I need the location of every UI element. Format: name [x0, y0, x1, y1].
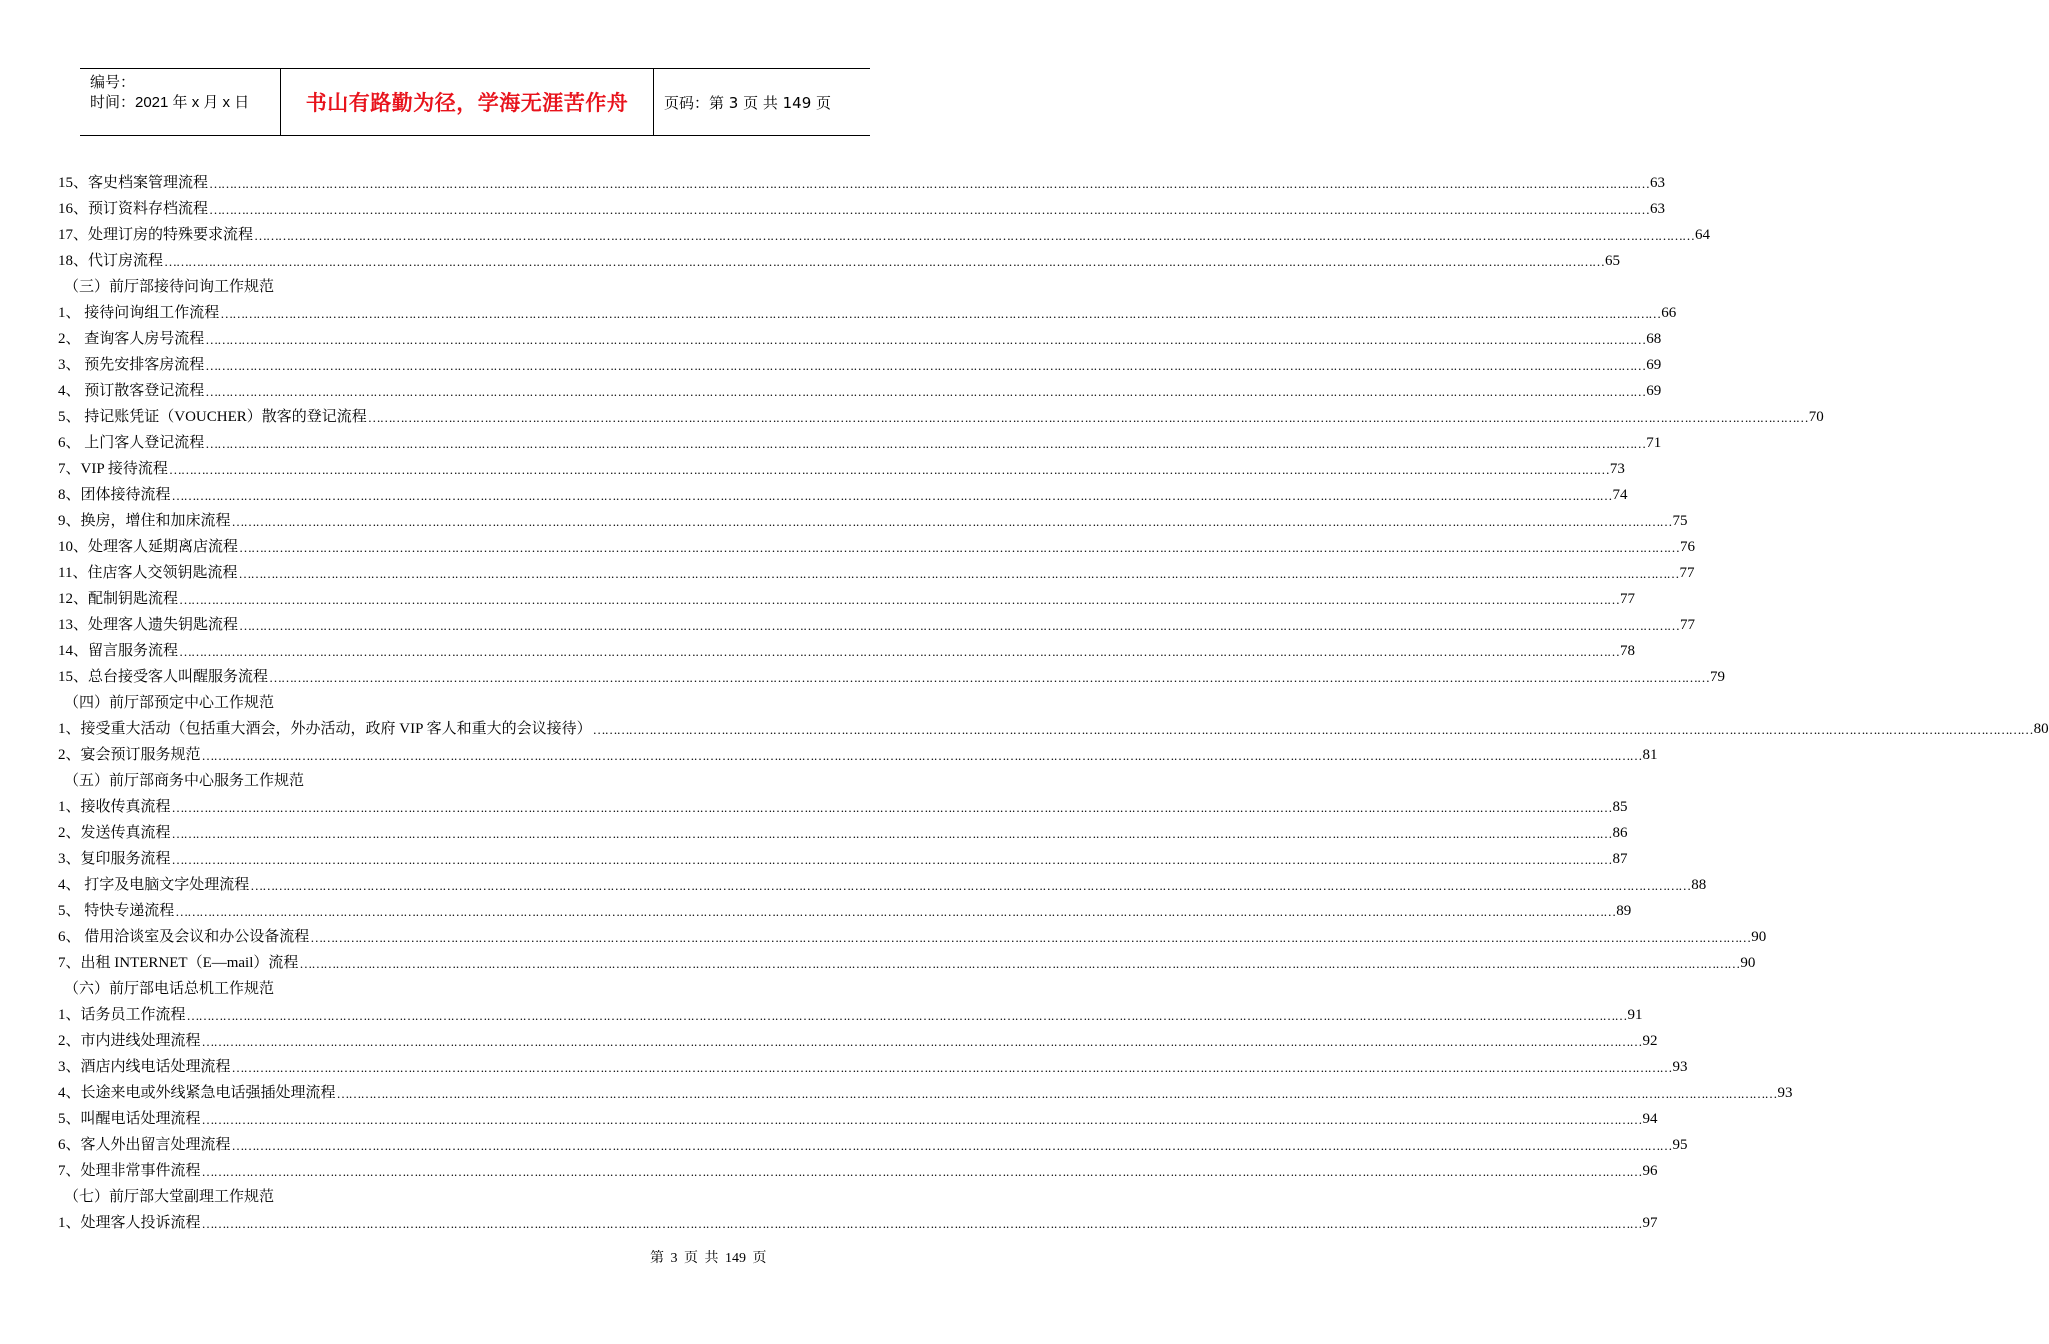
toc-leader-dots: ………………………………………………………………………………………………………………………………………………………………………………………………………………………………………………………………………………………………………………………………: [171, 488, 1612, 503]
toc-page-number: 69: [1646, 357, 1662, 373]
toc-section-heading: [58, 768, 758, 794]
toc-entry: [58, 716, 2049, 742]
toc-entry-title: 6、客人外出留言处理流程: [58, 1137, 231, 1153]
header-motto: 书山有路勤为径，学海无涯苦作舟: [280, 69, 654, 135]
toc-entry: [58, 612, 1696, 638]
toc-entry: [58, 352, 1662, 378]
toc-page-number: 80: [2033, 721, 2049, 737]
toc-entry-title: 17、处理订房的特殊要求流程: [58, 227, 254, 243]
toc-section-heading: [58, 1184, 758, 1210]
toc-entry-title: （五）前厅部商务中心服务工作规范: [64, 773, 305, 789]
toc-entry-title: （七）前厅部大堂副理工作规范: [64, 1189, 275, 1205]
toc-leader-dots: ………………………………………………………………………………………………………………………………………………………………………………………………………………………………………………………………………………………………………………………………: [186, 1008, 1627, 1023]
toc-entry: [58, 872, 1707, 898]
toc-leader-dots: ………………………………………………………………………………………………………………………………………………………………………………………………………………………………………………………………………………………………………………………………: [310, 930, 1751, 945]
toc-leader-dots: ………………………………………………………………………………………………………………………………………………………………………………………………………………………………………………………………………………………………………………………………: [179, 644, 1620, 659]
toc-entry: [58, 248, 1621, 274]
toc-entry: [58, 1132, 1688, 1158]
toc-entry-title: 1、处理客人投诉流程: [58, 1215, 201, 1231]
toc-leader-dots: ………………………………………………………………………………………………………………………………………………………………………………………………………………………………………………………………………………………………………………………………: [269, 670, 1710, 685]
toc-leader-dots: ………………………………………………………………………………………………………………………………………………………………………………………………………………………………………………………………………………………………………………………………: [238, 566, 1679, 581]
toc-page-number: 90: [1751, 929, 1767, 945]
toc-page-number: 66: [1661, 305, 1677, 321]
toc-entry-title: 1、 接待问询组工作流程: [58, 305, 220, 321]
toc-entry: [58, 820, 1628, 846]
toc-entry-title: 15、客史档案管理流程: [58, 175, 209, 191]
toc-entry-title: 2、市内进线处理流程: [58, 1033, 201, 1049]
toc-leader-dots: ………………………………………………………………………………………………………………………………………………………………………………………………………………………………………………………………………………………………………………………………: [201, 1034, 1642, 1049]
toc-leader-dots: ………………………………………………………………………………………………………………………………………………………………………………………………………………………………………………………………………………………………………………………………: [250, 878, 1691, 893]
toc-page-number: 93: [1672, 1059, 1688, 1075]
toc-leader-dots: ………………………………………………………………………………………………………………………………………………………………………………………………………………………………………………………………………………………………………………………………: [201, 748, 1642, 763]
toc-entry: [58, 1080, 1793, 1106]
toc-entry-title: （三）前厅部接待问询工作规范: [64, 279, 275, 295]
toc-entry-title: 5、 特快专递流程: [58, 903, 175, 919]
document-date: 时间：2021 年 x 月 x 日: [90, 94, 250, 111]
toc-entry-title: 12、配制钥匙流程: [58, 591, 179, 607]
header-meta: [80, 69, 280, 135]
toc-page-number: 79: [1710, 669, 1726, 685]
toc-entry-title: 9、换房，增住和加床流程: [58, 513, 231, 529]
toc-entry: [58, 1002, 1643, 1028]
toc-leader-dots: ………………………………………………………………………………………………………………………………………………………………………………………………………………………………………………………………………………………………………………………………: [231, 514, 1672, 529]
toc-section-heading: [58, 976, 758, 1002]
toc-entry: [58, 326, 1662, 352]
toc-entry-title: 10、处理客人延期离店流程: [58, 539, 239, 555]
toc-page-number: 73: [1609, 461, 1625, 477]
header-page-info: 页码：第 3 页 共 149 页: [664, 93, 832, 112]
table-of-contents: [58, 170, 2049, 1236]
toc-entry: [58, 300, 1677, 326]
toc-page-number: 68: [1646, 331, 1662, 347]
toc-entry-title: 16、预订资料存档流程: [58, 201, 209, 217]
toc-leader-dots: ………………………………………………………………………………………………………………………………………………………………………………………………………………………………………………………………………………………………………………………………: [171, 852, 1612, 867]
toc-entry: [58, 534, 1696, 560]
toc-page-number: 70: [1808, 409, 1824, 425]
toc-page-number: 85: [1612, 799, 1628, 815]
toc-entry-title: 3、酒店内线电话处理流程: [58, 1059, 231, 1075]
toc-entry-title: 18、代订房流程: [58, 253, 164, 269]
toc-entry: [58, 794, 1628, 820]
toc-leader-dots: ………………………………………………………………………………………………………………………………………………………………………………………………………………………………………………………………………………………………………………………………: [367, 410, 1808, 425]
toc-entry-title: 7、VIP 接待流程: [58, 461, 168, 477]
document-header: [80, 68, 870, 136]
toc-entry-title: 1、接受重大活动（包括重大酒会，外办活动，政府 VIP 客人和重大的会议接待）: [58, 721, 592, 737]
toc-page-number: 92: [1642, 1033, 1658, 1049]
toc-leader-dots: ………………………………………………………………………………………………………………………………………………………………………………………………………………………………………………………………………………………………………………………………: [201, 1112, 1642, 1127]
toc-entry: [58, 560, 1695, 586]
toc-entry: [58, 404, 1824, 430]
toc-entry-title: 8、团体接待流程: [58, 487, 171, 503]
toc-page-number: 91: [1627, 1007, 1643, 1023]
toc-page-number: 87: [1612, 851, 1628, 867]
toc-page-number: 93: [1777, 1085, 1793, 1101]
toc-leader-dots: ………………………………………………………………………………………………………………………………………………………………………………………………………………………………………………………………………………………………………………………………: [171, 826, 1612, 841]
toc-entry: [58, 664, 1726, 690]
toc-page-number: 69: [1646, 383, 1662, 399]
toc-section-heading: [58, 690, 758, 716]
toc-page-number: 77: [1680, 617, 1696, 633]
toc-page-number: 89: [1616, 903, 1632, 919]
toc-leader-dots: ………………………………………………………………………………………………………………………………………………………………………………………………………………………………………………………………………………………………………………………………: [209, 202, 1650, 217]
toc-entry-title: （六）前厅部电话总机工作规范: [64, 981, 275, 997]
toc-leader-dots: ………………………………………………………………………………………………………………………………………………………………………………………………………………………………………………………………………………………………………………………………: [171, 800, 1612, 815]
toc-entry-title: 5、叫醒电话处理流程: [58, 1111, 201, 1127]
toc-entry-title: 2、宴会预订服务规范: [58, 747, 201, 763]
toc-page-number: 76: [1680, 539, 1696, 555]
toc-entry: [58, 508, 1688, 534]
toc-entry: [58, 924, 1767, 950]
toc-page-number: 65: [1605, 253, 1621, 269]
toc-page-number: 86: [1612, 825, 1628, 841]
toc-entry: [58, 1028, 1658, 1054]
toc-leader-dots: ………………………………………………………………………………………………………………………………………………………………………………………………………………………………………………………………………………………………………………………………: [168, 462, 1609, 477]
toc-entry-title: 4、 打字及电脑文字处理流程: [58, 877, 250, 893]
toc-entry-title: 1、接收传真流程: [58, 799, 171, 815]
toc-entry-title: 15、总台接受客人叫醒服务流程: [58, 669, 269, 685]
toc-entry-title: 4、长途来电或外线紧急电话强插处理流程: [58, 1085, 336, 1101]
toc-entry: [58, 1158, 1658, 1184]
toc-leader-dots: ………………………………………………………………………………………………………………………………………………………………………………………………………………………………………………………………………………………………………………………………: [179, 592, 1620, 607]
toc-entry: [58, 638, 1636, 664]
toc-leader-dots: ………………………………………………………………………………………………………………………………………………………………………………………………………………………………………………………………………………………………………………………………: [254, 228, 1695, 243]
toc-entry: [58, 482, 1628, 508]
toc-leader-dots: ………………………………………………………………………………………………………………………………………………………………………………………………………………………………………………………………………………………………………………………………: [231, 1138, 1672, 1153]
toc-entry-title: 1、话务员工作流程: [58, 1007, 186, 1023]
toc-entry-title: 13、处理客人遗失钥匙流程: [58, 617, 239, 633]
toc-page-number: 96: [1642, 1163, 1658, 1179]
toc-entry-title: 7、处理非常事件流程: [58, 1163, 201, 1179]
toc-entry-title: 4、 预订散客登记流程: [58, 383, 205, 399]
toc-entry: [58, 846, 1628, 872]
toc-page-number: 78: [1620, 643, 1636, 659]
toc-section-heading: [58, 274, 758, 300]
toc-leader-dots: ………………………………………………………………………………………………………………………………………………………………………………………………………………………………………………………………………………………………………………………………: [201, 1216, 1642, 1231]
toc-leader-dots: ………………………………………………………………………………………………………………………………………………………………………………………………………………………………………………………………………………………………………………………………: [205, 332, 1646, 347]
toc-page-number: 74: [1612, 487, 1628, 503]
toc-page-number: 77: [1620, 591, 1636, 607]
toc-entry-title: 6、 借用洽谈室及会议和办公设备流程: [58, 929, 310, 945]
toc-entry: [58, 1106, 1658, 1132]
toc-entry: [58, 950, 1756, 976]
toc-entry: [58, 898, 1632, 924]
toc-entry: [58, 586, 1636, 612]
toc-leader-dots: ………………………………………………………………………………………………………………………………………………………………………………………………………………………………………………………………………………………………………………………………: [239, 618, 1680, 633]
toc-page-number: 63: [1650, 201, 1666, 217]
toc-page-number: 75: [1672, 513, 1688, 529]
toc-entry-title: 7、出租 INTERNET（E—mail）流程: [58, 955, 299, 971]
toc-page-number: 77: [1679, 565, 1695, 581]
toc-page-number: 71: [1646, 435, 1662, 451]
toc-entry-title: 3、 预先安排客房流程: [58, 357, 205, 373]
toc-entry-title: 11、住店客人交领钥匙流程: [58, 565, 238, 581]
toc-page-number: 64: [1695, 227, 1711, 243]
toc-leader-dots: ………………………………………………………………………………………………………………………………………………………………………………………………………………………………………………………………………………………………………………………………: [336, 1086, 1777, 1101]
toc-entry: [58, 456, 1625, 482]
toc-entry-title: 6、 上门客人登记流程: [58, 435, 205, 451]
toc-page-number: 90: [1740, 955, 1756, 971]
toc-entry-title: 3、复印服务流程: [58, 851, 171, 867]
toc-page-number: 81: [1642, 747, 1658, 763]
toc-entry: [58, 1054, 1688, 1080]
toc-page-number: 63: [1650, 175, 1666, 191]
toc-leader-dots: ………………………………………………………………………………………………………………………………………………………………………………………………………………………………………………………………………………………………………………………………: [299, 956, 1740, 971]
toc-page-number: 97: [1642, 1215, 1658, 1231]
document-number-label: 编号：: [90, 74, 136, 91]
toc-entry: [58, 378, 1662, 404]
toc-entry-title: 2、发送传真流程: [58, 825, 171, 841]
toc-leader-dots: ………………………………………………………………………………………………………………………………………………………………………………………………………………………………………………………………………………………………………………………………: [209, 176, 1650, 191]
toc-leader-dots: ………………………………………………………………………………………………………………………………………………………………………………………………………………………………………………………………………………………………………………………………: [205, 358, 1646, 373]
toc-entry: [58, 170, 1666, 196]
toc-entry: [58, 222, 1711, 248]
toc-entry: [58, 742, 1658, 768]
toc-page-number: 94: [1642, 1111, 1658, 1127]
toc-leader-dots: ………………………………………………………………………………………………………………………………………………………………………………………………………………………………………………………………………………………………………………………………: [205, 384, 1646, 399]
toc-leader-dots: ………………………………………………………………………………………………………………………………………………………………………………………………………………………………………………………………………………………………………………………………: [220, 306, 1661, 321]
toc-page-number: 88: [1691, 877, 1707, 893]
toc-entry: [58, 1210, 1658, 1236]
toc-entry-title: 2、 查询客人房号流程: [58, 331, 205, 347]
toc-leader-dots: ………………………………………………………………………………………………………………………………………………………………………………………………………………………………………………………………………………………………………………………………: [592, 722, 2033, 737]
toc-leader-dots: ………………………………………………………………………………………………………………………………………………………………………………………………………………………………………………………………………………………………………………………………: [205, 436, 1646, 451]
toc-entry: [58, 430, 1662, 456]
toc-page-number: 95: [1672, 1137, 1688, 1153]
toc-leader-dots: ………………………………………………………………………………………………………………………………………………………………………………………………………………………………………………………………………………………………………………………………: [201, 1164, 1642, 1179]
toc-leader-dots: ………………………………………………………………………………………………………………………………………………………………………………………………………………………………………………………………………………………………………………………………: [175, 904, 1616, 919]
toc-entry: [58, 196, 1666, 222]
toc-leader-dots: ………………………………………………………………………………………………………………………………………………………………………………………………………………………………………………………………………………………………………………………………: [239, 540, 1680, 555]
page-footer: 第 3 页 共 149 页: [650, 1251, 767, 1266]
toc-entry-title: 14、留言服务流程: [58, 643, 179, 659]
toc-leader-dots: ………………………………………………………………………………………………………………………………………………………………………………………………………………………………………………………………………………………………………………………………: [231, 1060, 1672, 1075]
toc-entry-title: （四）前厅部预定中心工作规范: [64, 695, 275, 711]
toc-leader-dots: ………………………………………………………………………………………………………………………………………………………………………………………………………………………………………………………………………………………………………………………………: [164, 254, 1605, 269]
toc-entry-title: 5、 持记账凭证（VOUCHER）散客的登记流程: [58, 409, 367, 425]
